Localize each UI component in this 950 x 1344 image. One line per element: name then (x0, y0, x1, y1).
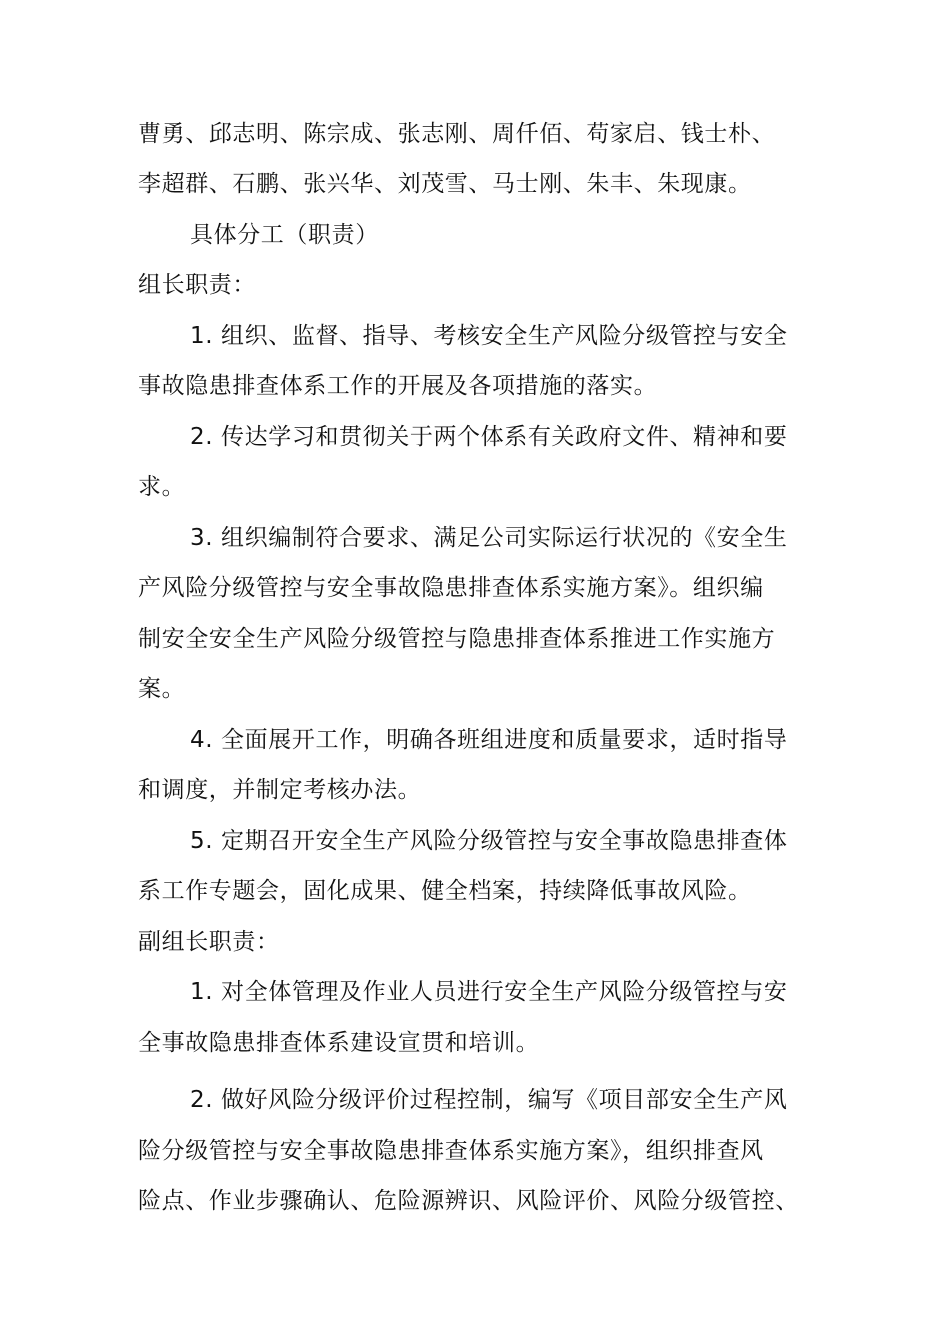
leader-item-5-line-2: 系工作专题会，固化成果、健全档案，持续降低事故风险。 (138, 878, 752, 904)
leader-item-3-line-4: 案。 (138, 676, 186, 702)
deputy-item-2-line-1: 2. 做好风险分级评价过程控制，编写《项目部安全生产风 (190, 1087, 788, 1113)
deputy-item-1-line-1: 1. 对全体管理及作业人员进行安全生产风险分级管控与安 (190, 979, 788, 1005)
leader-item-5-line-1: 5. 定期召开安全生产风险分级管控与安全事故隐患排查体 (190, 828, 788, 854)
deputy-item-1-line-2: 全事故隐患排查体系建设宣贯和培训。 (138, 1030, 540, 1056)
leader-item-2-line-1: 2. 传达学习和贯彻关于两个体系有关政府文件、精神和要 (190, 424, 788, 450)
leader-duties-heading: 组长职责： (138, 272, 256, 298)
leader-item-1-line-2: 事故隐患排查体系工作的开展及各项措施的落实。 (138, 373, 658, 399)
leader-item-3-line-3: 制安全安全生产风险分级管控与隐患排查体系推进工作实施方 (138, 626, 776, 652)
leader-item-1-line-1: 1. 组织、监督、指导、考核安全生产风险分级管控与安全 (190, 323, 788, 349)
leader-item-4-line-2: 和调度，并制定考核办法。 (138, 777, 422, 803)
leader-item-2-line-2: 求。 (138, 474, 186, 500)
leader-item-4-line-1: 4. 全面展开工作，明确各班组进度和质量要求，适时指导 (190, 727, 788, 753)
section-heading: 具体分工（职责） (190, 222, 379, 248)
deputy-item-2-line-3: 险点、作业步骤确认、危险源辨识、风险评价、风险分级管控、 (138, 1188, 799, 1214)
text-line-2: 李超群、石鹏、张兴华、刘茂雪、马士刚、朱丰、朱现康。 (138, 171, 752, 197)
text-line-1: 曹勇、邱志明、陈宗成、张志刚、周仟佰、苟家启、钱士朴、 (138, 121, 776, 147)
leader-item-3-line-2: 产风险分级管控与安全事故隐患排查体系实施方案》。组织编 (138, 575, 764, 601)
leader-item-3-line-1: 3. 组织编制符合要求、满足公司实际运行状况的《安全生 (190, 525, 788, 551)
deputy-item-2-line-2: 险分级管控与安全事故隐患排查体系实施方案》，组织排查风 (138, 1138, 764, 1164)
deputy-duties-heading: 副组长职责： (138, 929, 280, 955)
